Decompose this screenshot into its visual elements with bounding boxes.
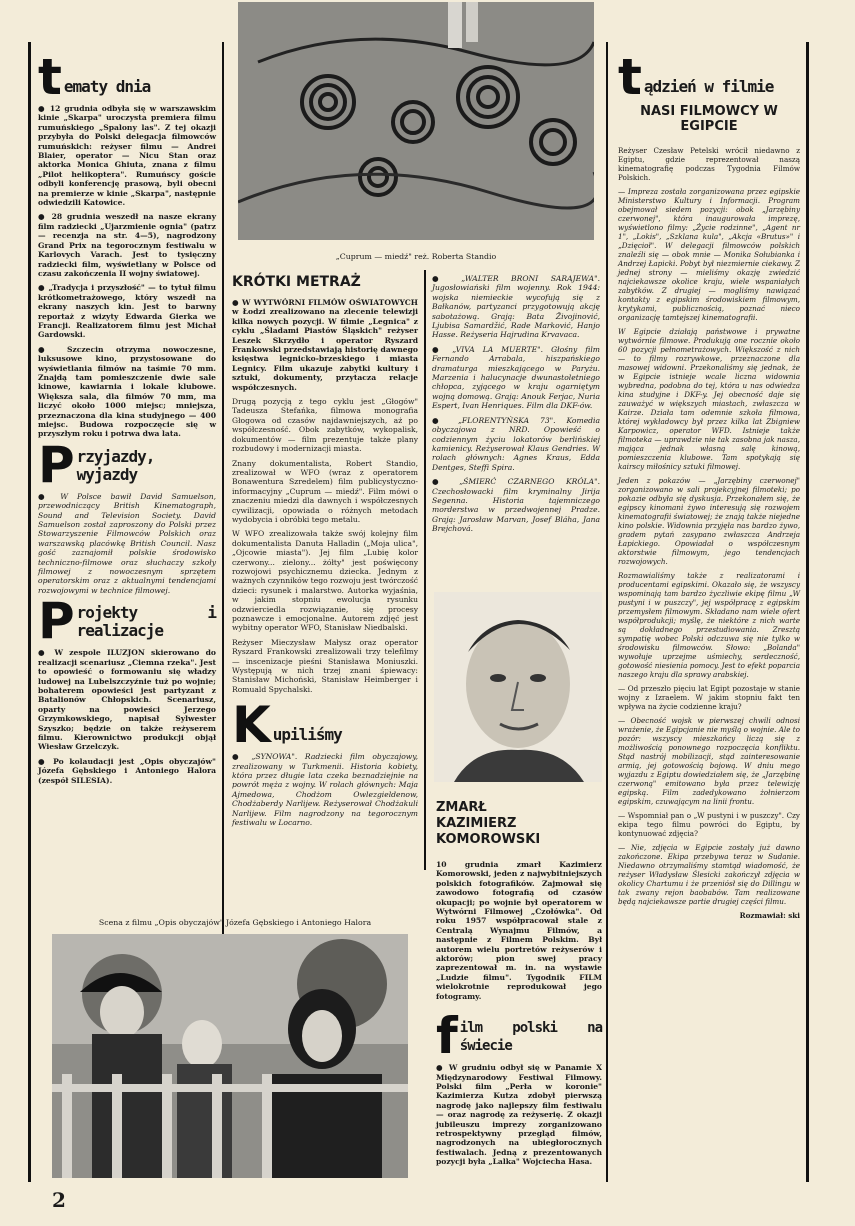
tydzien-p4: Rozmawialiśmy także z realizatorami i producentami egipskimi. Okazało się, że wszyscy wspominają tam bardzo życzliwie ekipę filmu „W pustyni i w puszczy", jej współpracę z egipskim przemysłem filmowym. Składano nam wiele ofert współprodukcji; myślę, że niektóre z nich warte są dokładnego przestudiowania. Zresztą sympatię wobec Polski odczuwa się nie tylko w środowisku filmowców. Słowo: „Bolanda" wywołuje uprzejme uśmiechy, serdeczność, gotowość niesienia pomocy. Jest to efekt poparcia naszego kraju dla sprawy arabskiej. — [618, 571, 800, 679]
kupilismy-p2: ● „WALTER BRONI SARAJEWA". Jugosłowiański film wojenny. Rok 1944: wojska niemieckie wycofują się z Bałkanów, partyzanci przygotowują akcję sabotażową. Grają: Bata Živojinović, Ljubisa Samardžić, Rade Marković, Hanjo Hasse. Reżyseria Hajrudina Krvavaca. — [432, 274, 600, 340]
photo-cuprum-art — [238, 2, 594, 240]
tydzien-p2: W Egipcie działają państwowe i prywatne wytwórnie filmowe. Produkują one rocznie około 60 pozycji pełnometrażowych. Większość z nich — to filmy rozrywkowe, przeznaczone dla masowej widowni. Przekonaliśmy się jednak, że w Egipcie istnieje wcale liczna widownia wybredna, podobna do tej, która u nas odwiedza kina studyjne i DKF-y. Jej obecność daje się zauważyć w większych miastach, zwłaszcza w Kairze. Działa tam odemnie szkoła filmowa, której wykładowcy był przez kilka lat Zbigniew Karpowicz, operator WFD. Istnieje także filmoteka — uprawdzie nie tak zasobna jak nasza, mająca jednak własną salę kinową, pomieszczenia klubowe. Tam spotykają się kairscy miłośnicy sztuki filmowej. — [618, 327, 800, 471]
krotki-p2: Drugą pozycją z tego cyklu jest „Głogów" Tadeusza Stefańka, filmowa monografia Głogowa od czasów najdawniejszych, aż po współczesność. Obok zabytków, wykopalisk, dokumentów — film prezentuje także plany rozbudowy i modernizacji miasta. — [232, 397, 418, 454]
tydzien-a2: — Nie, zdjęcia w Egipcie zostały już dawno zakończone. Ekipa przebywa teraz w Sudanie. Niedawno otrzymaliśmy stamtąd wiadomość, że reżyser Władysław Ślesicki zakończył zdjęcia w okolicy Chartumu i że przeniósł się do Dillingu w tak zwany rejon baobabów. Tam realizowane będą najciekawsze partie drugiej części filmu. — [618, 843, 800, 906]
tydzien-a1: — Obecność wojsk w pierwszej chwili odnosi wrażenie, że Egipcjanie nie myślą o wojnie. Ale to pozór: wszyscy mieszkańcy liczą się z możliwością ponownego rozpoczęcia konfliktu. Stąd nastrój mobilizacji, stąd zainteresowanie armią, jej gotowością bojową. W dniu mego wyjazdu z Egiptu dowiedziałem się, że „Jarzębinę czerwoną" emitowano była przez telewizję egipską. Film zadedykowano żołnierzom egipskim, czuwającym na linii frontu. — [618, 716, 800, 806]
krotki-heading: KRÓTKI METRAŻ — [232, 274, 361, 290]
tydzien-q2: — Wspomniał pan o „W pustyni i w puszczy". Czy ekipa tego filmu powróci do Egiptu, by kontynuować zdjęcia? — [618, 811, 800, 838]
projekty-initial: P — [38, 592, 75, 651]
krotki-p3: Znany dokumentalista, Robert Standio, zrealizował w WFO (wraz z operatorem Bonawentura Szredelem) film publicystyczno-informacyjny „Cuprum — miedź". Film mówi o znaczeniu miedzi dla dawnych i współczesnych cywilizacji, opowiada o różnych metodach wydobycia i obróbki tego metalu. — [232, 458, 418, 524]
tematy-p4: ● Szczecin otrzyma nowoczesne, luksusowe kino, przystosowane do wyświetlania filmów na taśmie 70 mm. Znajdą tam pomieszczenie dwie sale kinowe, kawiarnia i lokale klubowe. Większa sala, dla filmów 70 mm, ma liczyć około 1000 miejsc; mniejsza, przeznaczona dla kina studyjnego — 400 miejsc. Budowa rozpoczęcie się w przyszłym roku i potrwa dwa lata. — [38, 344, 216, 439]
column-tydzien — [618, 48, 800, 925]
film-polski-title: ilm polski na świecie — [459, 1020, 602, 1055]
column-zmarl — [436, 800, 602, 1172]
projekty-heading — [38, 592, 216, 651]
column-tematy — [38, 48, 216, 790]
tydzien-title: ądzień w filmie — [643, 77, 774, 96]
kupilismy-p3: ● „VIVA LA MUERTE". Głośny film Fernando Arrabala, hiszpańskiego dramaturga mieszkającego w Paryżu. Marzenia i halucynacje dwunastoletniego chłopca, zyjącego w kraju ogarniętym wojną domową. Grają: Anouk Ferjac, Nuria Espert, Ivan Henriques. Film dla DKF-ów. — [432, 344, 600, 411]
projekty-p1: ● W zespole ILUZJON skierowano do realizacji scenariusz „Ciemna rzeka". Jest to opowieść o formowaniu się władzy ludowej na Lubelszczyźnie tuż po wojnie; bohaterem opowieści jest partyzant z Batalionów Chłopskich. Scenariusz, oparty na powieści Jerzego Grzymkowskiego, napisał Sylwester Szyszko; będzie on także reżyserem filmu. Kierownictwo produkcji objął Wiesław Grzelczyk. — [38, 648, 216, 752]
kupilismy-initial: K — [232, 696, 271, 755]
film-polski-p1: ● W grudniu odbył się w Panamie X Międzynarodowy Festiwal Filmowy. Polski film „Perła w koronie" Kazimierza Kutza zdobył pierwszą nagrodę jako najlepszy film festiwalu — oraz nagrodę za reżyserię. Z okazji jubileuszu imprezy zorganizowano retrospektywny przegląd filmów, nagrodzonych na ubiegłorocznych festiwalach. Jedną z prezentowanych pozycji była „Lalka" Wojciecha Hasa. — [436, 1063, 602, 1167]
tydzien-heading — [618, 48, 800, 106]
column-rule-right — [806, 42, 809, 1182]
photo-komorowski — [434, 592, 602, 782]
przyjazdy-heading — [38, 435, 216, 494]
kupilismy-p4: ● „FLORENTYŃSKA 73". Komedia obyczajowa z NRD. Opowieść o codziennym życiu lokatorów berlińskiej kamienicy. Reżyserował Klaus Gendries. W rolach głównych: Agnes Kraus, Edda Dentges, Steffi Spira. — [432, 415, 600, 472]
column-rule-3 — [606, 42, 608, 1182]
tydzien-p1: — Impreza została zorganizowana przez egipskie Ministerstwo Kultury i Informacji. Program obejmował siedem pozycji: obok „Jarzębiny czerwonej", która inaugurowała imprezę, wyświetlono filmy: „Życie rodzinne", „Agent nr 1", „Lokis", „Szklana kula", „Akcja «Brutus»" i „Dzięcioł". W delegacji filmowców polskich znaleźli się — obok mnie — Monika Sołubianka i Andrzej Łapicki. Pobyt był niezmiernie ciekawy. Z jednej strony — mieliśmy okazję zwiedzić najciekawsze okolice kraju, wiele wspaniałych zabytków. Z drugiej — mogliśmy nawiązać kontakty z egipskim środowiskiem filmowym, krytykami, publicznością, poznać nieco organizację tamtejszej kinematografii. — [618, 187, 800, 322]
tydzien-signature: Rozmawiał: ski — [739, 911, 800, 920]
tydzien-initial: t — [618, 48, 642, 106]
tydzien-intro: Reżyser Czesław Petelski wrócił niedawno z Egiptu, gdzie reprezentował naszą kinematografię podczas Tygodnia Filmów Polskich. — [618, 146, 800, 182]
tydzien-subtitle: NASI FILMOWCY W EGIPCIE — [640, 104, 778, 134]
tydzien-p3: Jeden z pokazów — „Jarzębiny czerwonej" zorganizowano w sali projekcyjnej filmoteki; po pokazie odbyła się dyskusja. Przekonałem się, że egipscy kinomani żywo interesują się rozwojem kinematografii światowej; że znają także niejedne kino polskie. Widownia przyjęła nas bardzo żywo, gradem pytań zasypano zwłaszcza Andrzeja Łapickiego. Opowiadał o współczesnym aktorstwie filmowym, jego tendencjach rozwojowych. — [618, 476, 800, 566]
zmarl-heading: ZMARŁ KAZIMIERZ KOMOROWSKI — [436, 800, 541, 847]
tematy-p1: ● 12 grudnia odbyła się w warszawskim kinie „Skarpa" uroczysta premiera filmu rumuńskiego „Spalony las". Z tej okazji przybyła do Polski delegacja filmowców rumuńskich: reżyser filmu — Andrei Blaier, operator — Nicu Stan oraz aktorka Monica Ghiuta, znana z filmu „Pilot helikoptera". Rumuńscy goście odbyli konferencję prasową, byli obecni na premierze w kinie „Skarpa", następnie odwiedzili Katowice. — [38, 104, 216, 208]
page-number: 2 — [52, 1188, 66, 1212]
photo-cuprum — [238, 2, 594, 240]
photo-opis-obyczajow — [52, 934, 408, 1178]
krotki-p1: ● W WYTWÓRNI FILMÓW OŚWIATOWYCH w Łodzi zrealizowano na zlecenie telewizji kilka nowych pozycji. W filmie „Legnica" z cyklu „Śladami Piastów Śląskich" reżyser Leszek Skrzydło i operator Ryszard Frankowski przedstawiają historię dawnego księstwa legnicko-brzeskiego i miasta Legnicy. Film ukazuje zabytki kultury i sztuki, dokumenty, przytacza relacje współczesnych. — [232, 298, 418, 392]
krotki-p4: W WFO zrealizowała także swój kolejny film dokumentalista Danuta Halladin („Moja ulica", „Ojcowie miasta"). Jej film „Lubię kolor czerwony... zielony... żółty" jest poświęcony rozwojowi psychicznemu dziecka. Jednym z ważnych czynników tego rozwoju jest twórczość dzieci: rysunek i malarstwo. Autorka wyjaśnia, w jakim stopniu ewolucja rysunku odzwierciedla rozwiązanie, się procesy poznawcze i emocjonalne. Autorem zdjęć jest wybitny operator WFO, Stanisław Niedbalski. — [232, 529, 418, 633]
film-polski-heading — [436, 1007, 602, 1066]
projekty-title: rojekty i realizacje — [76, 603, 216, 641]
tematy-title: ematy dnia — [63, 77, 151, 96]
tematy-initial: t — [38, 48, 62, 106]
krotki-p5: Reżyser Mieczysław Małysz oraz operator Ryszard Frankowski zrealizowali trzy telefilmy — inscenizacje pieśni Stanisława Moniuszki. Występują w nich trzej znani śpiewacy: Stanisław Michoński, Stanisław Heimberger i Romuald Spychalski. — [232, 637, 418, 694]
caption-opis: Scena z filmu „Opis obyczajów" Józefa Gębskiego i Antoniego Halora — [98, 918, 372, 927]
przyjazdy-p1: ● W Polsce bawił David Samuelson, przewodniczący British Kinematograph, Sound and Television Society. David Samuelson został zaproszony do Polski przez Stowarzyszenie Filmowców Polskich oraz warszawską placówkę British Council. Nasz gość zaznajomił polskie środowisko techniczno-filmowe oraz słuchaczy szkoły filmowej z nowoczesnym sprzętem operatorskim oraz z aktualnymi tendencjami rozwojowymi w technice filmowej. — [38, 491, 216, 595]
column-rule-1 — [222, 42, 224, 942]
column-krotki — [232, 274, 418, 833]
caption-cuprum: „Cuprum — miedź" reż. Roberta Standio — [335, 252, 497, 261]
kupilismy-p5: ● „ŚMIERĆ CZARNEGO KRÓLA". Czechosłowacki film kryminalny Jirija Segenna. Historia tajemniczego morderstwa w przedwojennej Pradze. Grają: Jarosław Marvan, Josef Bláha, Jana Brejchová. — [432, 477, 600, 534]
tematy-p3: ● „Tradycja i przyszłość" — to tytuł filmu krótkometrażowego, który wszedł na ekrany naszych kin. Jest to barwny reportaż z wizyty Edwarda Gierka we Francji. Realizatorem filmu jest Michał Gardowski. — [38, 283, 216, 340]
column-rule-left — [28, 42, 31, 1182]
column-kupilismy-cont — [432, 274, 600, 539]
kupilismy-heading — [232, 696, 418, 755]
projekty-p2: ● Po kolaudacji jest „Opis obyczajów" Józefa Gębskiego i Antoniego Halora (zespół SILESIA). — [38, 756, 216, 785]
zmarl-p1: 10 grudnia zmarł Kazimierz Komorowski, jeden z najwybitniejszych polskich fotografików. Zajmował się zawodowo fotografią od czasów okupacji; po wojnie był operatorem w Wytwórni Filmowej „Czołówka". Od roku 1957 współpracował stale z Centralą Wynajmu Filmów, a następnie z Filmem Polskim. Był autorem wielu portretów reżyserów i aktorów; pion swej pracy zaprezentował m. in. na wystawie „Ludzie filmu". Tygodnik FILM wielokrotnie reprodukował jego fotogramy. — [436, 860, 602, 1001]
photo-komorowski-art — [434, 592, 602, 782]
tematy-heading — [38, 48, 216, 106]
photo-opis-art — [52, 934, 408, 1178]
przyjazdy-title: rzyjazdy, wyjazdy — [76, 446, 155, 484]
tydzien-q1: — Od przeszło pięciu lat Egipt pozostaje w stanie wojny z Izraelem. W jakim stopniu fakt ten wpływa na życie codzienne kraju? — [618, 684, 800, 711]
kupilismy-title: upiliśmy — [272, 725, 342, 745]
przyjazdy-initial: P — [38, 435, 75, 494]
tematy-p2: ● 28 grudnia weszedł na nasze ekrany film radziecki „Ujarzmienie ognia" (patrz — recenzja na str. 4—5), nagrodzony Grand Prix na tegorocznym festiwalu w Karlovych Varach. Jest to tysięczny radziecki film, wyświetlany w Polsce od czasu zakończenia II wojny światowej. — [38, 212, 216, 278]
kupilismy-p1: ● „SYNOWA". Radziecki film obyczajowy, zrealizowany w Turkmenii. Historia kobiety, która przez długie lata czeka beznadziejnie na powrót męża z wojny. W rolach głównych: Maja Ajmedowa, Chodżom Owlezgieldenow, Chodżaberdy Narlijew. Reżyserował Chodżakuli Narlijew. Film nagrodzony na tegorocznym festiwalu w Locarno. — [232, 752, 418, 828]
film-polski-initial: f — [436, 1007, 458, 1066]
column-rule-2 — [424, 270, 426, 870]
